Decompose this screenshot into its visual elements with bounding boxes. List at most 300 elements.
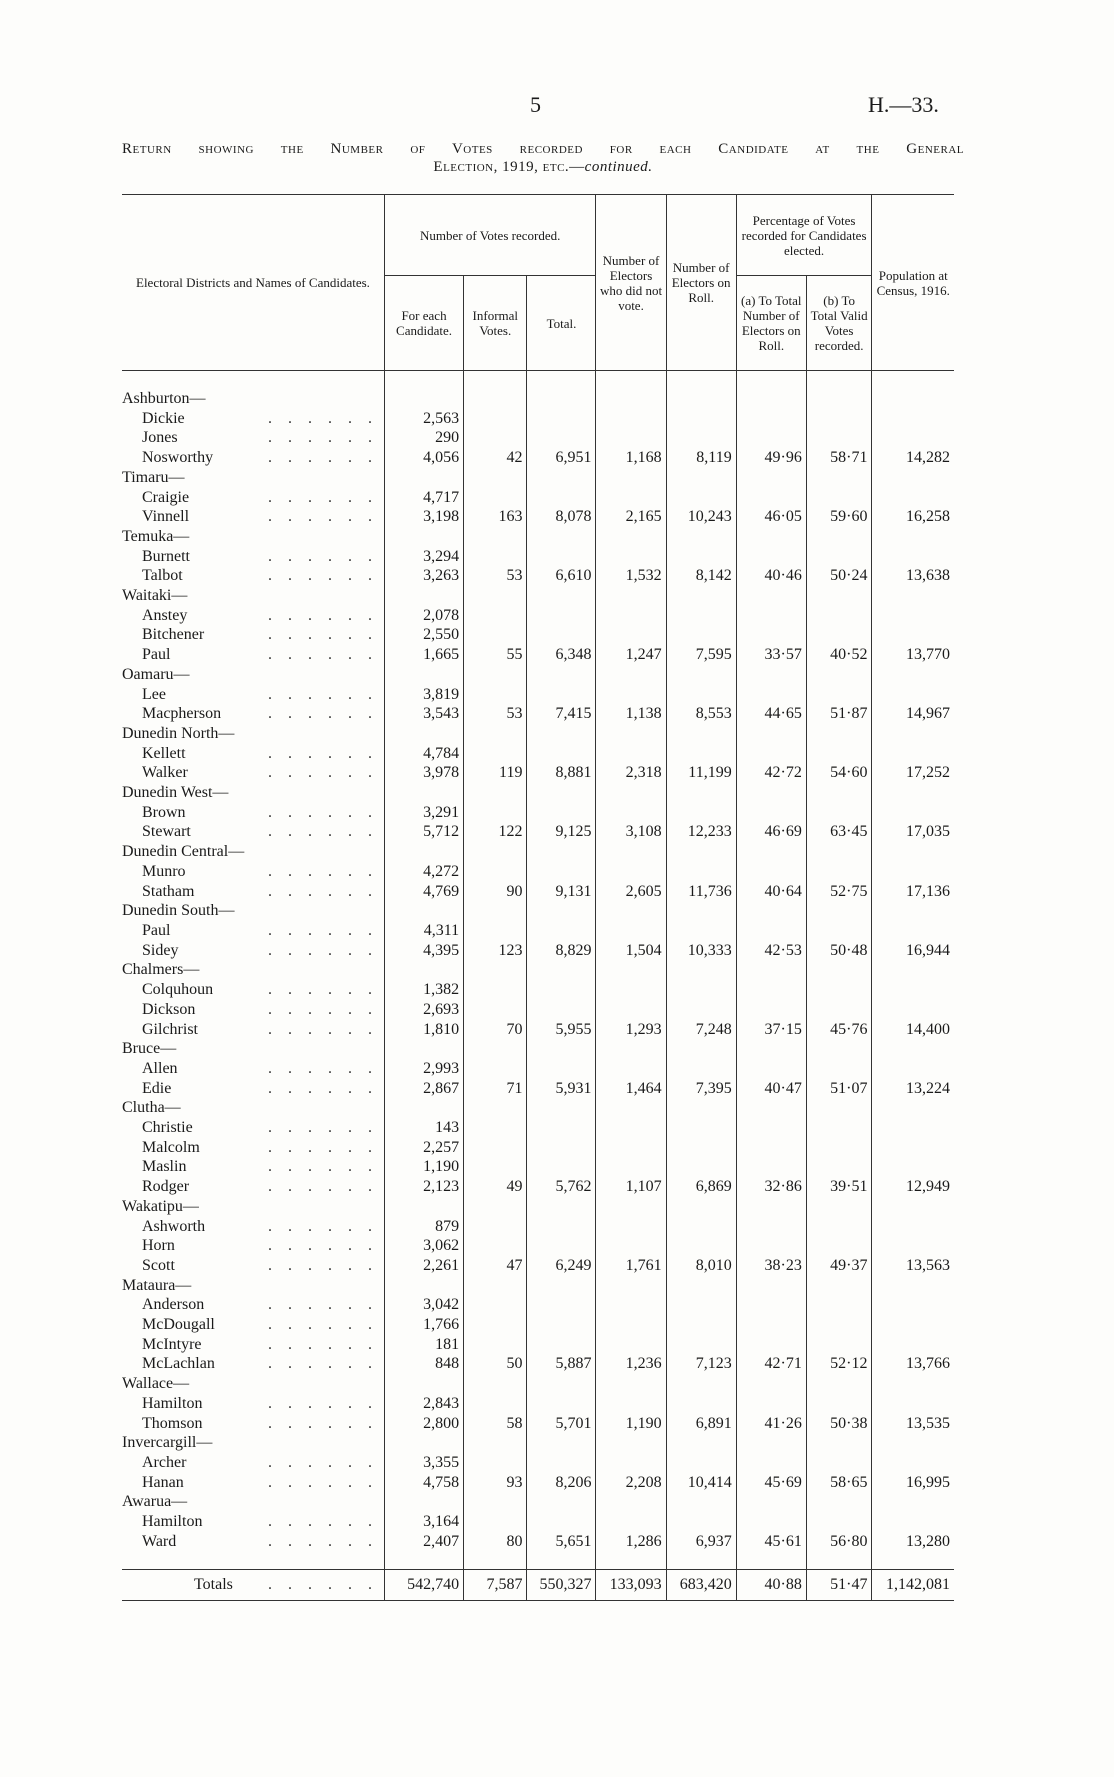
candidate-name-text: Colquhoun xyxy=(142,981,214,999)
empty-cell xyxy=(384,1197,463,1217)
empty-cell xyxy=(806,1000,872,1020)
candidate-votes: 3,164 xyxy=(384,1512,463,1532)
empty-cell xyxy=(806,409,872,429)
empty-cell xyxy=(736,1197,806,1217)
candidate-name-text: Hanan xyxy=(142,1473,184,1491)
candidate-row xyxy=(122,1315,954,1335)
empty-cell xyxy=(464,960,527,980)
header-pct-b: (b) To Total Valid Votes recorded. xyxy=(806,276,872,371)
empty-cell xyxy=(806,527,872,547)
empty-cell xyxy=(527,488,596,508)
district-pct-a: 44·65 xyxy=(736,704,806,724)
district-pct-b: 50·24 xyxy=(806,566,872,586)
empty-cell xyxy=(464,803,527,823)
leader-dots: . . . . . . xyxy=(267,547,378,565)
district-informal: 53 xyxy=(464,566,527,586)
candidate-row xyxy=(122,1295,954,1315)
empty-cell xyxy=(596,1059,666,1079)
empty-cell xyxy=(666,468,736,488)
district-on-roll: 8,119 xyxy=(666,448,736,468)
votes-table xyxy=(122,194,954,1601)
leader-dots: . . . . . . xyxy=(267,1532,378,1550)
candidate-name xyxy=(122,921,384,941)
district-informal: 50 xyxy=(464,1354,527,1374)
empty-cell xyxy=(666,1433,736,1453)
empty-cell xyxy=(872,1335,954,1355)
district-informal: 55 xyxy=(464,645,527,665)
leader-dots: . . . . . . xyxy=(267,449,378,467)
empty-cell xyxy=(806,1295,872,1315)
empty-cell xyxy=(464,1118,527,1138)
empty-cell xyxy=(666,744,736,764)
empty-cell xyxy=(596,1197,666,1217)
district-row xyxy=(122,1433,954,1453)
empty-cell xyxy=(806,960,872,980)
empty-cell xyxy=(736,1157,806,1177)
candidate-name xyxy=(122,1532,384,1552)
empty-cell xyxy=(527,1098,596,1118)
leader-dots: . . . . . . xyxy=(267,1020,378,1038)
district-total: 6,951 xyxy=(527,448,596,468)
empty-cell xyxy=(666,862,736,882)
candidate-row xyxy=(122,1256,954,1276)
candidate-name-text: Brown xyxy=(142,803,186,821)
district-informal: 80 xyxy=(464,1532,527,1552)
empty-cell xyxy=(872,1157,954,1177)
empty-cell xyxy=(596,901,666,921)
district-population: 17,252 xyxy=(872,763,954,783)
empty-cell xyxy=(736,1236,806,1256)
district-pct-b: 51·07 xyxy=(806,1079,872,1099)
district-name: Temuka— xyxy=(122,527,190,545)
candidate-name xyxy=(122,507,384,527)
empty-cell xyxy=(527,1000,596,1020)
empty-cell xyxy=(872,803,954,823)
district-total: 5,931 xyxy=(527,1079,596,1099)
empty-cell xyxy=(666,783,736,803)
empty-cell xyxy=(666,842,736,862)
empty-cell xyxy=(666,921,736,941)
empty-cell xyxy=(666,1512,736,1532)
empty-cell xyxy=(736,803,806,823)
empty-cell xyxy=(872,488,954,508)
district-population: 13,535 xyxy=(872,1414,954,1434)
district-not-vote: 1,236 xyxy=(596,1354,666,1374)
candidate-row xyxy=(122,921,954,941)
candidate-row xyxy=(122,1020,954,1040)
empty-cell xyxy=(736,586,806,606)
empty-cell xyxy=(464,1315,527,1335)
candidate-name xyxy=(122,1138,384,1158)
empty-cell xyxy=(736,724,806,744)
empty-cell xyxy=(872,724,954,744)
candidate-votes: 3,294 xyxy=(384,547,463,567)
candidate-row xyxy=(122,941,954,961)
totals-label-text: Totals xyxy=(194,1576,233,1594)
header-total: Total. xyxy=(527,276,596,371)
empty-cell xyxy=(666,1236,736,1256)
empty-cell xyxy=(384,901,463,921)
district-on-roll: 6,891 xyxy=(666,1414,736,1434)
candidate-votes: 4,769 xyxy=(384,882,463,902)
district-on-roll: 12,233 xyxy=(666,822,736,842)
empty-cell xyxy=(527,665,596,685)
district-on-roll: 7,123 xyxy=(666,1354,736,1374)
district-population: 12,949 xyxy=(872,1177,954,1197)
district-not-vote: 1,504 xyxy=(596,941,666,961)
leader-dots: . . . . . . xyxy=(267,1355,378,1373)
district-pct-a: 42·71 xyxy=(736,1354,806,1374)
empty-cell xyxy=(464,1098,527,1118)
district-pct-a: 46·69 xyxy=(736,822,806,842)
empty-cell xyxy=(736,606,806,626)
leader-dots: . . . . . . xyxy=(267,646,378,664)
empty-cell xyxy=(527,547,596,567)
empty-cell xyxy=(464,1335,527,1355)
district-pct-a: 42·53 xyxy=(736,941,806,961)
empty-cell xyxy=(596,1276,666,1296)
candidate-row xyxy=(122,606,954,626)
candidate-name xyxy=(122,409,384,429)
district-total: 5,762 xyxy=(527,1177,596,1197)
candidate-votes: 4,056 xyxy=(384,448,463,468)
leader-dots: . . . . . . xyxy=(267,567,378,585)
candidate-name-text: Hamilton xyxy=(142,1513,203,1531)
empty-cell xyxy=(527,1276,596,1296)
candidate-votes: 2,993 xyxy=(384,1059,463,1079)
empty-cell xyxy=(872,1394,954,1414)
candidate-votes: 879 xyxy=(384,1217,463,1237)
empty-cell xyxy=(736,1394,806,1414)
district-row xyxy=(122,1492,954,1512)
empty-cell xyxy=(464,1039,527,1059)
candidate-row xyxy=(122,566,954,586)
district-name: Timaru— xyxy=(122,468,185,486)
empty-cell xyxy=(464,1374,527,1394)
candidate-name xyxy=(122,1118,384,1138)
leader-dots: . . . . . . xyxy=(267,1079,378,1097)
candidate-row xyxy=(122,1335,954,1355)
empty-cell xyxy=(384,842,463,862)
district-informal: 53 xyxy=(464,704,527,724)
header-not-vote: Number of Electors who did not vote. xyxy=(596,195,666,371)
empty-cell xyxy=(464,1433,527,1453)
candidate-votes: 2,078 xyxy=(384,606,463,626)
empty-cell xyxy=(596,1098,666,1118)
empty-cell xyxy=(596,606,666,626)
totals-population: 1,142,081 xyxy=(872,1570,954,1601)
district-informal: 90 xyxy=(464,882,527,902)
empty-cell xyxy=(806,665,872,685)
empty-cell xyxy=(806,921,872,941)
candidate-votes: 2,257 xyxy=(384,1138,463,1158)
empty-cell xyxy=(464,862,527,882)
district-row xyxy=(122,724,954,744)
empty-cell xyxy=(666,527,736,547)
district-population: 17,035 xyxy=(872,822,954,842)
empty-cell xyxy=(596,586,666,606)
district-pct-a: 40·47 xyxy=(736,1079,806,1099)
district-population: 14,400 xyxy=(872,1020,954,1040)
empty-cell xyxy=(527,1335,596,1355)
candidate-name xyxy=(122,1236,384,1256)
district-on-roll: 10,333 xyxy=(666,941,736,961)
empty-cell xyxy=(872,468,954,488)
candidate-name-text: Ashworth xyxy=(142,1217,206,1235)
empty-cell xyxy=(527,1433,596,1453)
empty-cell xyxy=(464,1197,527,1217)
empty-cell xyxy=(736,1000,806,1020)
empty-cell xyxy=(666,428,736,448)
candidate-name xyxy=(122,1059,384,1079)
district-pct-a: 38·23 xyxy=(736,1256,806,1276)
candidate-name-text: Statham xyxy=(142,882,195,900)
empty-cell xyxy=(806,1276,872,1296)
empty-cell xyxy=(596,842,666,862)
empty-cell xyxy=(527,1453,596,1473)
district-on-roll: 6,869 xyxy=(666,1177,736,1197)
candidate-row xyxy=(122,882,954,902)
district-pct-b: 56·80 xyxy=(806,1532,872,1552)
leader-dots: . . . . . . xyxy=(267,508,378,526)
empty-cell xyxy=(806,803,872,823)
empty-cell xyxy=(464,1000,527,1020)
candidate-name-text: Macpherson xyxy=(142,705,222,723)
empty-cell xyxy=(666,1374,736,1394)
totals-not-vote: 133,093 xyxy=(596,1570,666,1601)
empty-cell xyxy=(872,921,954,941)
empty-cell xyxy=(666,1000,736,1020)
district-informal: 93 xyxy=(464,1473,527,1493)
leader-dots: . . . . . . xyxy=(267,429,378,447)
district-pct-b: 50·48 xyxy=(806,941,872,961)
empty-cell xyxy=(736,1098,806,1118)
district-on-roll: 7,248 xyxy=(666,1020,736,1040)
empty-cell xyxy=(806,488,872,508)
empty-cell xyxy=(736,1335,806,1355)
district-name: Waitaki— xyxy=(122,587,188,605)
empty-cell xyxy=(872,862,954,882)
empty-cell xyxy=(806,744,872,764)
leader-dots: . . . . . . xyxy=(267,626,378,644)
district-population: 14,967 xyxy=(872,704,954,724)
leader-dots: . . . . . . xyxy=(267,803,378,821)
empty-cell xyxy=(806,724,872,744)
empty-cell xyxy=(666,901,736,921)
empty-cell xyxy=(806,980,872,1000)
empty-cell xyxy=(527,428,596,448)
district-total: 5,701 xyxy=(527,1414,596,1434)
empty-cell xyxy=(736,1453,806,1473)
leader-dots: . . . . . . xyxy=(267,941,378,959)
candidate-name xyxy=(122,1315,384,1335)
district-row xyxy=(122,586,954,606)
empty-cell xyxy=(527,724,596,744)
empty-cell xyxy=(596,547,666,567)
candidate-row xyxy=(122,1177,954,1197)
leader-dots: . . . . . . xyxy=(267,744,378,762)
empty-cell xyxy=(527,1394,596,1414)
empty-cell xyxy=(596,468,666,488)
district-pct-a: 42·72 xyxy=(736,763,806,783)
empty-cell xyxy=(596,724,666,744)
empty-cell xyxy=(596,1157,666,1177)
empty-cell xyxy=(736,842,806,862)
empty-cell xyxy=(872,1118,954,1138)
empty-cell xyxy=(872,1433,954,1453)
candidate-row xyxy=(122,685,954,705)
candidate-row xyxy=(122,1453,954,1473)
table-title xyxy=(122,140,964,176)
leader-dots: . . . . . . xyxy=(267,1000,378,1018)
candidate-votes: 3,355 xyxy=(384,1453,463,1473)
candidate-name xyxy=(122,1335,384,1355)
candidate-name xyxy=(122,448,384,468)
empty-cell xyxy=(872,901,954,921)
district-not-vote: 1,168 xyxy=(596,448,666,468)
empty-cell xyxy=(596,744,666,764)
empty-cell xyxy=(806,1315,872,1335)
candidate-votes: 2,867 xyxy=(384,1079,463,1099)
empty-cell xyxy=(736,1315,806,1335)
title-line-1: Return showing the Number of Votes recorded for each Candidate at the General xyxy=(122,141,964,157)
candidate-votes: 2,800 xyxy=(384,1414,463,1434)
empty-cell xyxy=(384,1276,463,1296)
district-row xyxy=(122,783,954,803)
empty-cell xyxy=(596,665,666,685)
candidate-votes: 2,843 xyxy=(384,1394,463,1414)
candidate-votes: 1,665 xyxy=(384,645,463,665)
candidate-votes: 4,311 xyxy=(384,921,463,941)
district-on-roll: 6,937 xyxy=(666,1532,736,1552)
candidate-row xyxy=(122,1473,954,1493)
leader-dots: . . . . . . xyxy=(267,1119,378,1137)
candidate-row xyxy=(122,1236,954,1256)
candidate-name xyxy=(122,1020,384,1040)
empty-cell xyxy=(736,980,806,1000)
candidate-votes: 4,717 xyxy=(384,488,463,508)
totals-pct-a: 40·88 xyxy=(736,1570,806,1601)
empty-cell xyxy=(806,1453,872,1473)
empty-cell xyxy=(596,1295,666,1315)
empty-cell xyxy=(666,803,736,823)
candidate-name-text: Burnett xyxy=(142,547,190,565)
district-name: Dunedin South— xyxy=(122,902,235,920)
candidate-name-text: Horn xyxy=(142,1237,175,1255)
empty-cell xyxy=(596,389,666,409)
empty-cell xyxy=(736,960,806,980)
district-on-roll: 10,243 xyxy=(666,507,736,527)
candidate-name-text: Malcolm xyxy=(142,1138,200,1156)
district-row xyxy=(122,527,954,547)
district-population: 16,258 xyxy=(872,507,954,527)
candidate-name-text: Talbot xyxy=(142,567,183,585)
empty-cell xyxy=(806,1157,872,1177)
district-total: 5,887 xyxy=(527,1354,596,1374)
district-total: 5,651 xyxy=(527,1532,596,1552)
empty-cell xyxy=(666,1217,736,1237)
candidate-votes: 143 xyxy=(384,1118,463,1138)
empty-cell xyxy=(666,409,736,429)
district-on-roll: 8,142 xyxy=(666,566,736,586)
empty-cell xyxy=(527,901,596,921)
empty-cell xyxy=(806,862,872,882)
empty-cell xyxy=(464,783,527,803)
candidate-row xyxy=(122,1217,954,1237)
leader-dots: . . . . . . xyxy=(267,409,378,427)
empty-cell xyxy=(596,960,666,980)
district-informal: 122 xyxy=(464,822,527,842)
district-not-vote: 1,761 xyxy=(596,1256,666,1276)
empty-cell xyxy=(384,586,463,606)
district-row xyxy=(122,468,954,488)
empty-cell xyxy=(872,625,954,645)
district-not-vote: 1,532 xyxy=(596,566,666,586)
district-informal: 70 xyxy=(464,1020,527,1040)
candidate-row xyxy=(122,980,954,1000)
candidate-name xyxy=(122,645,384,665)
candidate-row xyxy=(122,645,954,665)
empty-cell xyxy=(872,389,954,409)
district-pct-b: 52·12 xyxy=(806,1354,872,1374)
header-for-each: For each Candidate. xyxy=(384,276,463,371)
leader-dots: . . . . . . xyxy=(267,1513,378,1531)
empty-cell xyxy=(527,803,596,823)
empty-cell xyxy=(736,1118,806,1138)
candidate-row xyxy=(122,428,954,448)
empty-cell xyxy=(666,1138,736,1158)
empty-cell xyxy=(806,1512,872,1532)
totals-on-roll: 683,420 xyxy=(666,1570,736,1601)
totals-total: 550,327 xyxy=(527,1570,596,1601)
header-on-roll: Number of Electors on Roll. xyxy=(666,195,736,371)
empty-cell xyxy=(736,1039,806,1059)
candidate-row xyxy=(122,704,954,724)
candidate-name xyxy=(122,1256,384,1276)
candidate-votes: 848 xyxy=(384,1354,463,1374)
district-not-vote: 1,286 xyxy=(596,1532,666,1552)
candidate-name xyxy=(122,488,384,508)
empty-cell xyxy=(872,1217,954,1237)
empty-cell xyxy=(527,842,596,862)
header-percentage-group: Percentage of Votes recorded for Candidates elected. xyxy=(736,195,872,276)
empty-cell xyxy=(736,1492,806,1512)
empty-cell xyxy=(666,665,736,685)
district-pct-b: 39·51 xyxy=(806,1177,872,1197)
empty-cell xyxy=(666,1039,736,1059)
header-district: Electoral Districts and Names of Candidates. xyxy=(136,275,370,290)
empty-cell xyxy=(464,980,527,1000)
empty-cell xyxy=(596,921,666,941)
empty-cell xyxy=(384,1492,463,1512)
empty-cell xyxy=(736,1512,806,1532)
empty-cell xyxy=(384,724,463,744)
empty-cell xyxy=(872,527,954,547)
candidate-votes: 3,263 xyxy=(384,566,463,586)
district-name: Ashburton— xyxy=(122,390,206,407)
district-on-roll: 7,395 xyxy=(666,1079,736,1099)
empty-cell xyxy=(806,1217,872,1237)
candidate-name xyxy=(122,763,384,783)
candidate-votes: 2,123 xyxy=(384,1177,463,1197)
candidate-votes: 1,810 xyxy=(384,1020,463,1040)
empty-cell xyxy=(596,803,666,823)
empty-cell xyxy=(527,409,596,429)
empty-cell xyxy=(596,1138,666,1158)
empty-cell xyxy=(872,1039,954,1059)
empty-cell xyxy=(527,1315,596,1335)
empty-cell xyxy=(806,1335,872,1355)
